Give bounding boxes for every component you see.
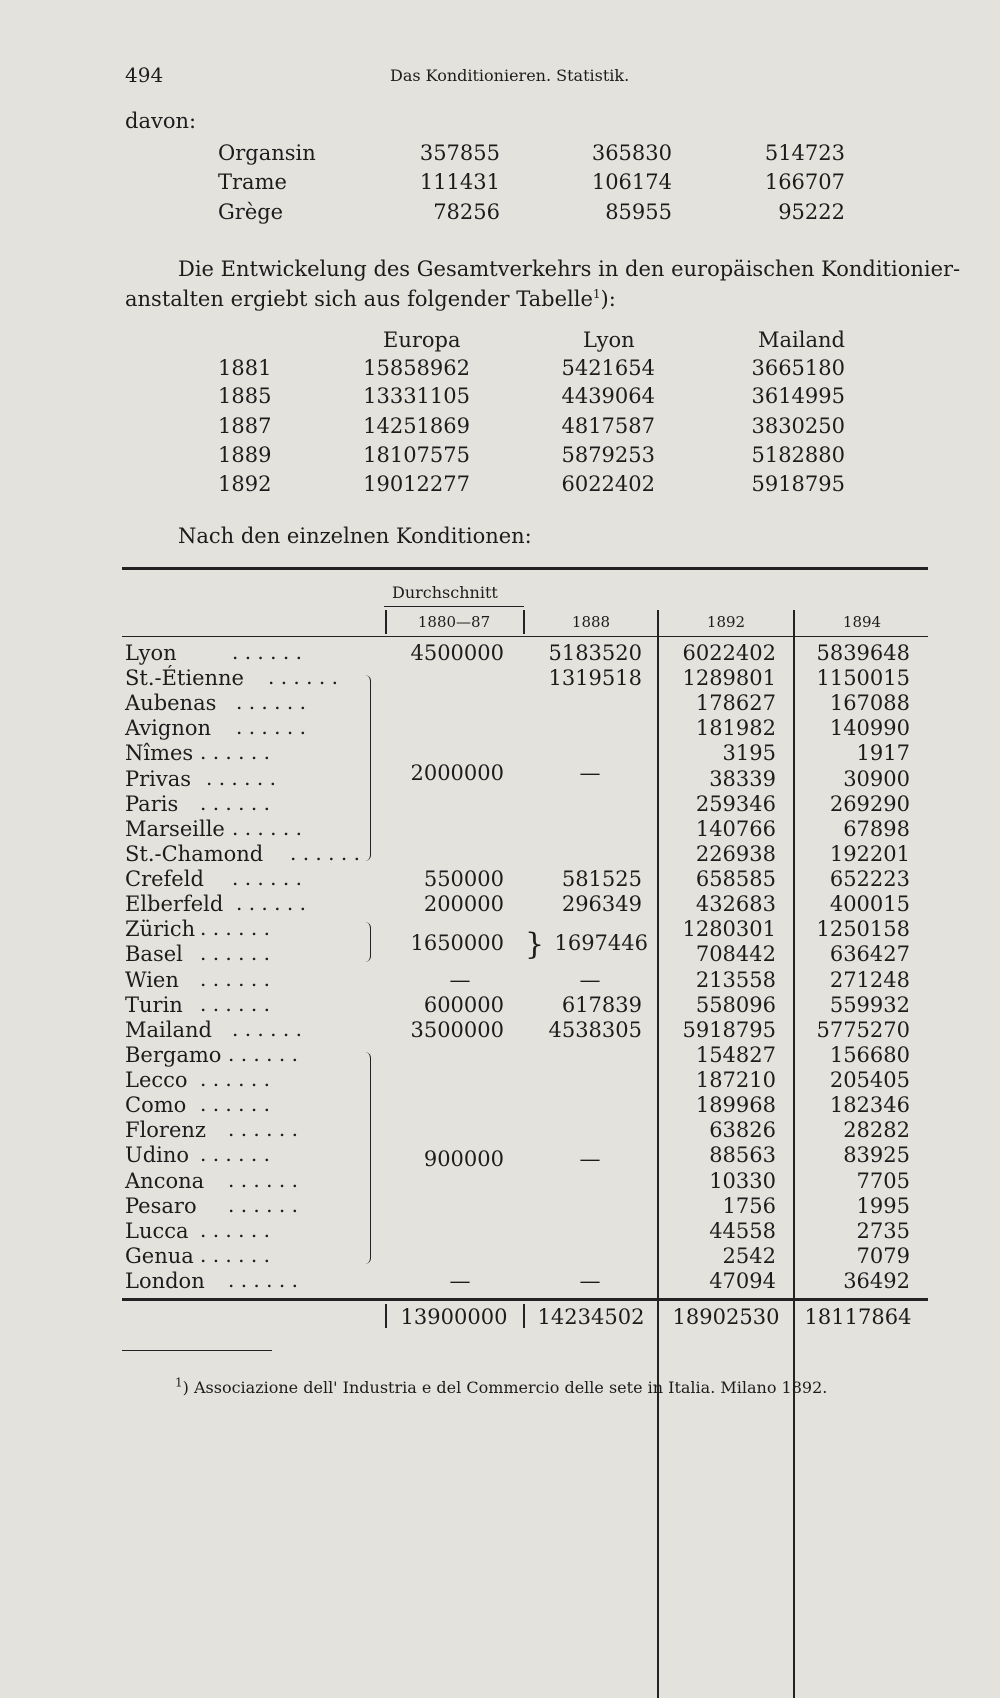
running-title: Das Konditionieren. Statistik.	[390, 66, 630, 85]
year-cell: 1892	[218, 472, 272, 496]
table-top-rule	[122, 567, 928, 570]
cell-1892: 187210	[695, 1068, 776, 1092]
cell-1894: 559932	[829, 993, 910, 1017]
cell-1892: 88563	[709, 1143, 776, 1167]
cell-1892: 1289801	[682, 666, 776, 690]
davon-label-trame: Trame	[218, 170, 287, 194]
leader-dots: . . . . . .	[200, 992, 270, 1016]
leader-dots: . . . . . .	[200, 1142, 270, 1166]
leader-dots: . . . . . .	[232, 866, 302, 890]
cell-1892: 178627	[695, 691, 776, 715]
cell-1892: 44558	[709, 1219, 776, 1243]
footnote: $^1$) Associazione dell' Industria e del Commercio delle sete in Italia. Milano 1892.	[175, 1375, 828, 1397]
city-cell: Genua	[125, 1244, 194, 1268]
table-cell: 5182880	[751, 443, 845, 467]
city-cell: Elberfeld	[125, 892, 224, 916]
cell-1880-elberfeld: 200000	[423, 892, 504, 916]
leader-dots: . . . . . .	[200, 740, 270, 764]
davon-cell: 78256	[433, 200, 500, 224]
cell-1894: 30900	[843, 767, 910, 791]
city-cell: London	[125, 1269, 205, 1293]
group-brace-france	[362, 675, 371, 861]
table-cell: 18107575	[363, 443, 470, 467]
davon-cell: 357855	[419, 141, 500, 165]
cell-1894: 36492	[843, 1269, 910, 1293]
year-cell: 1887	[218, 414, 272, 438]
leader-dots: . . . . . .	[228, 1168, 298, 1192]
cell-1894: 271248	[829, 968, 910, 992]
cell-1892: 47094	[709, 1269, 776, 1293]
leader-dots: . . . . . .	[290, 841, 360, 865]
cell-1880-crefeld: 550000	[423, 867, 504, 891]
table-cell: 15858962	[363, 356, 470, 380]
leader-dots: . . . . . .	[200, 1243, 270, 1267]
group-brace-zurich-basel	[362, 922, 371, 962]
total-1892: 18902530	[672, 1305, 780, 1329]
cell-1892: 10330	[709, 1169, 776, 1193]
footnote-ref: 1	[592, 287, 601, 301]
table-cell: 3830250	[751, 414, 845, 438]
year-cell: 1881	[218, 356, 272, 380]
city-cell: Nîmes	[125, 741, 194, 765]
leader-dots: . . . . . .	[228, 1268, 298, 1292]
table-cell: 19012277	[363, 472, 470, 496]
col-header-mailand: Mailand	[758, 328, 845, 352]
cell-1894: 7705	[856, 1169, 910, 1193]
leader-dots: . . . . . .	[228, 1193, 298, 1217]
col-header-1888: 1888	[571, 613, 611, 631]
paragraph-line-1: Die Entwickelung des Gesamtverkehrs in den europäischen Konditionier-	[178, 257, 961, 281]
cell-1894: 1150015	[816, 666, 910, 690]
davon-cell: 166707	[764, 170, 845, 194]
cell-1880-group-france: 2000000	[410, 761, 504, 785]
table-cell: 3614995	[751, 384, 845, 408]
cell-1888-mailand: 4538305	[548, 1018, 642, 1042]
footnote-rule	[122, 1350, 272, 1351]
table-cell: 6022402	[561, 472, 655, 496]
table-cell: 5421654	[561, 356, 655, 380]
col-header-europa: Europa	[383, 328, 461, 352]
cell-1888-crefeld: 581525	[561, 867, 642, 891]
leader-dots: . . . . . .	[228, 1117, 298, 1141]
cell-1880-group-italy: 900000	[423, 1147, 504, 1171]
cell-1880-mailand: 3500000	[410, 1018, 504, 1042]
leader-dots: . . . . . .	[228, 1042, 298, 1066]
paragraph-line-2: anstalten ergiebt sich aus folgender Tabelle$^1$):	[125, 287, 616, 311]
cell-1894: 652223	[829, 867, 910, 891]
cell-1892: 189968	[695, 1093, 776, 1117]
city-cell: Avignon	[125, 716, 212, 740]
leader-dots: . . . . . .	[200, 967, 270, 991]
city-cell: Turin	[125, 993, 183, 1017]
column-divider	[793, 610, 795, 1698]
city-cell: Marseille	[125, 817, 225, 841]
cell-1894: 140990	[829, 716, 910, 740]
table-cell: 5918795	[751, 472, 845, 496]
leader-dots: . . . . . .	[236, 715, 306, 739]
total-1894: 18117864	[804, 1305, 912, 1329]
leader-dots: . . . . . .	[200, 791, 270, 815]
table-cell: 13331105	[363, 384, 470, 408]
year-cell: 1885	[218, 384, 272, 408]
cell-1888-st-etienne: 1319518	[548, 666, 642, 690]
davon-cell: 95222	[778, 200, 845, 224]
col-header-1892: 1892	[706, 613, 746, 631]
cell-1894: 5775270	[816, 1018, 910, 1042]
city-cell: Aubenas	[125, 691, 217, 715]
city-cell: Paris	[125, 792, 179, 816]
city-cell: St.-Étienne	[125, 666, 244, 690]
davon-label-grege: Grège	[218, 200, 284, 224]
cell-1888-group-zurich-basel: 1697446	[554, 931, 648, 955]
leader-dots: . . . . . .	[200, 1067, 270, 1091]
col-header-1880-87: 1880—87	[417, 613, 491, 631]
totals-rule	[122, 1298, 928, 1301]
leader-dots: . . . . . .	[268, 665, 338, 689]
cell-1894: 1995	[856, 1194, 910, 1218]
cell-1892: 3195	[722, 741, 776, 765]
group-header-rule	[384, 606, 524, 607]
cell-1892: 708442	[695, 942, 776, 966]
davon-cell: 85955	[605, 200, 672, 224]
leader-dots: . . . . . .	[206, 766, 276, 790]
cell-1888-turin: 617839	[561, 993, 642, 1017]
subheading: Nach den einzelnen Konditionen:	[178, 524, 532, 548]
cell-1894: 636427	[829, 942, 910, 966]
cell-1892: 1280301	[682, 917, 776, 941]
leader-dots: . . . . . .	[236, 690, 306, 714]
cell-1888-group-italy: —	[579, 1147, 601, 1171]
city-cell: Zürich	[125, 917, 196, 941]
group-header-durchschnitt: Durchschnitt	[392, 583, 498, 602]
cell-1880-lyon: 4500000	[410, 641, 504, 665]
cell-1892: 154827	[695, 1043, 776, 1067]
cell-1894: 1250158	[816, 917, 910, 941]
table-cell: 4439064	[561, 384, 655, 408]
cell-1892: 63826	[709, 1118, 776, 1142]
city-cell: Basel	[125, 942, 183, 966]
cell-1888-group-france: —	[579, 761, 601, 785]
cell-1892: 5918795	[682, 1018, 776, 1042]
davon-cell: 514723	[764, 141, 845, 165]
leader-dots: . . . . . .	[200, 1218, 270, 1242]
cell-1892: 226938	[695, 842, 776, 866]
cell-1894: 83925	[843, 1143, 910, 1167]
cell-1894: 182346	[829, 1093, 910, 1117]
city-cell: Lucca	[125, 1219, 189, 1243]
davon-cell: 106174	[591, 170, 672, 194]
cell-1894: 205405	[829, 1068, 910, 1092]
cell-1894: 67898	[843, 817, 910, 841]
header-divider	[385, 610, 387, 634]
cell-1880-wien: —	[449, 968, 471, 992]
cell-1892: 38339	[709, 767, 776, 791]
city-cell: Wien	[125, 968, 179, 992]
city-cell: Como	[125, 1093, 187, 1117]
cell-1894: 167088	[829, 691, 910, 715]
davon-cell: 365830	[591, 141, 672, 165]
cell-1894: 400015	[829, 892, 910, 916]
cell-1894: 269290	[829, 792, 910, 816]
table-cell: 3665180	[751, 356, 845, 380]
header-bottom-rule	[122, 636, 928, 637]
cell-1888-london: —	[579, 1269, 601, 1293]
cell-1892: 658585	[695, 867, 776, 891]
table-cell: 14251869	[363, 414, 470, 438]
cell-1892: 213558	[695, 968, 776, 992]
header-divider	[523, 610, 525, 634]
cell-1880-london: —	[449, 1269, 471, 1293]
col-header-1894: 1894	[842, 613, 882, 631]
cell-1894: 28282	[843, 1118, 910, 1142]
cell-1892: 432683	[695, 892, 776, 916]
city-cell: Ancona	[125, 1169, 205, 1193]
cell-1892: 6022402	[682, 641, 776, 665]
city-cell: Lyon	[125, 641, 177, 665]
cell-1892: 558096	[695, 993, 776, 1017]
cell-1892: 181982	[695, 716, 776, 740]
city-cell: Bergamo	[125, 1043, 222, 1067]
col-header-lyon: Lyon	[583, 328, 635, 352]
city-cell: St.-Chamond	[125, 842, 264, 866]
leader-dots: . . . . . .	[236, 891, 306, 915]
cell-1880-group-zurich-basel: 1650000	[410, 931, 504, 955]
city-cell: Lecco	[125, 1068, 188, 1092]
cell-1892: 259346	[695, 792, 776, 816]
leader-dots: . . . . . .	[232, 640, 302, 664]
leader-dots: . . . . . .	[232, 816, 302, 840]
group-brace-italy	[362, 1052, 371, 1264]
cell-1892: 2542	[722, 1244, 776, 1268]
table-cell: 4817587	[561, 414, 655, 438]
cell-1892: 1756	[722, 1194, 776, 1218]
leader-dots: . . . . . .	[200, 916, 270, 940]
cell-1894: 7079	[856, 1244, 910, 1268]
davon-label-organsin: Organsin	[218, 141, 316, 165]
city-cell: Crefeld	[125, 867, 204, 891]
cell-1894: 156680	[829, 1043, 910, 1067]
city-cell: Florenz	[125, 1118, 206, 1142]
total-1888: 14234502	[537, 1305, 645, 1329]
city-cell: Pesaro	[125, 1194, 197, 1218]
table-cell: 5879253	[561, 443, 655, 467]
cell-1894: 2735	[856, 1219, 910, 1243]
leader-dots: . . . . . .	[200, 941, 270, 965]
brace-1888-zurich-basel: }	[525, 927, 545, 962]
cell-1880-turin: 600000	[423, 993, 504, 1017]
city-cell: Udino	[125, 1143, 190, 1167]
column-divider	[657, 610, 659, 1698]
page-number: 494	[125, 63, 164, 87]
davon-label: davon:	[125, 109, 197, 133]
cell-1894: 192201	[829, 842, 910, 866]
cell-1894: 1917	[856, 741, 910, 765]
year-cell: 1889	[218, 443, 272, 467]
leader-dots: . . . . . .	[232, 1017, 302, 1041]
cell-1894: 5839648	[816, 641, 910, 665]
cell-1888-wien: —	[579, 968, 601, 992]
cell-1892: 140766	[695, 817, 776, 841]
cell-1888-lyon: 5183520	[548, 641, 642, 665]
city-cell: Mailand	[125, 1018, 212, 1042]
cell-1888-elberfeld: 296349	[561, 892, 642, 916]
davon-cell: 111431	[419, 170, 500, 194]
city-cell: Privas	[125, 767, 192, 791]
total-1880-87: 13900000	[400, 1305, 508, 1329]
leader-dots: . . . . . .	[200, 1092, 270, 1116]
